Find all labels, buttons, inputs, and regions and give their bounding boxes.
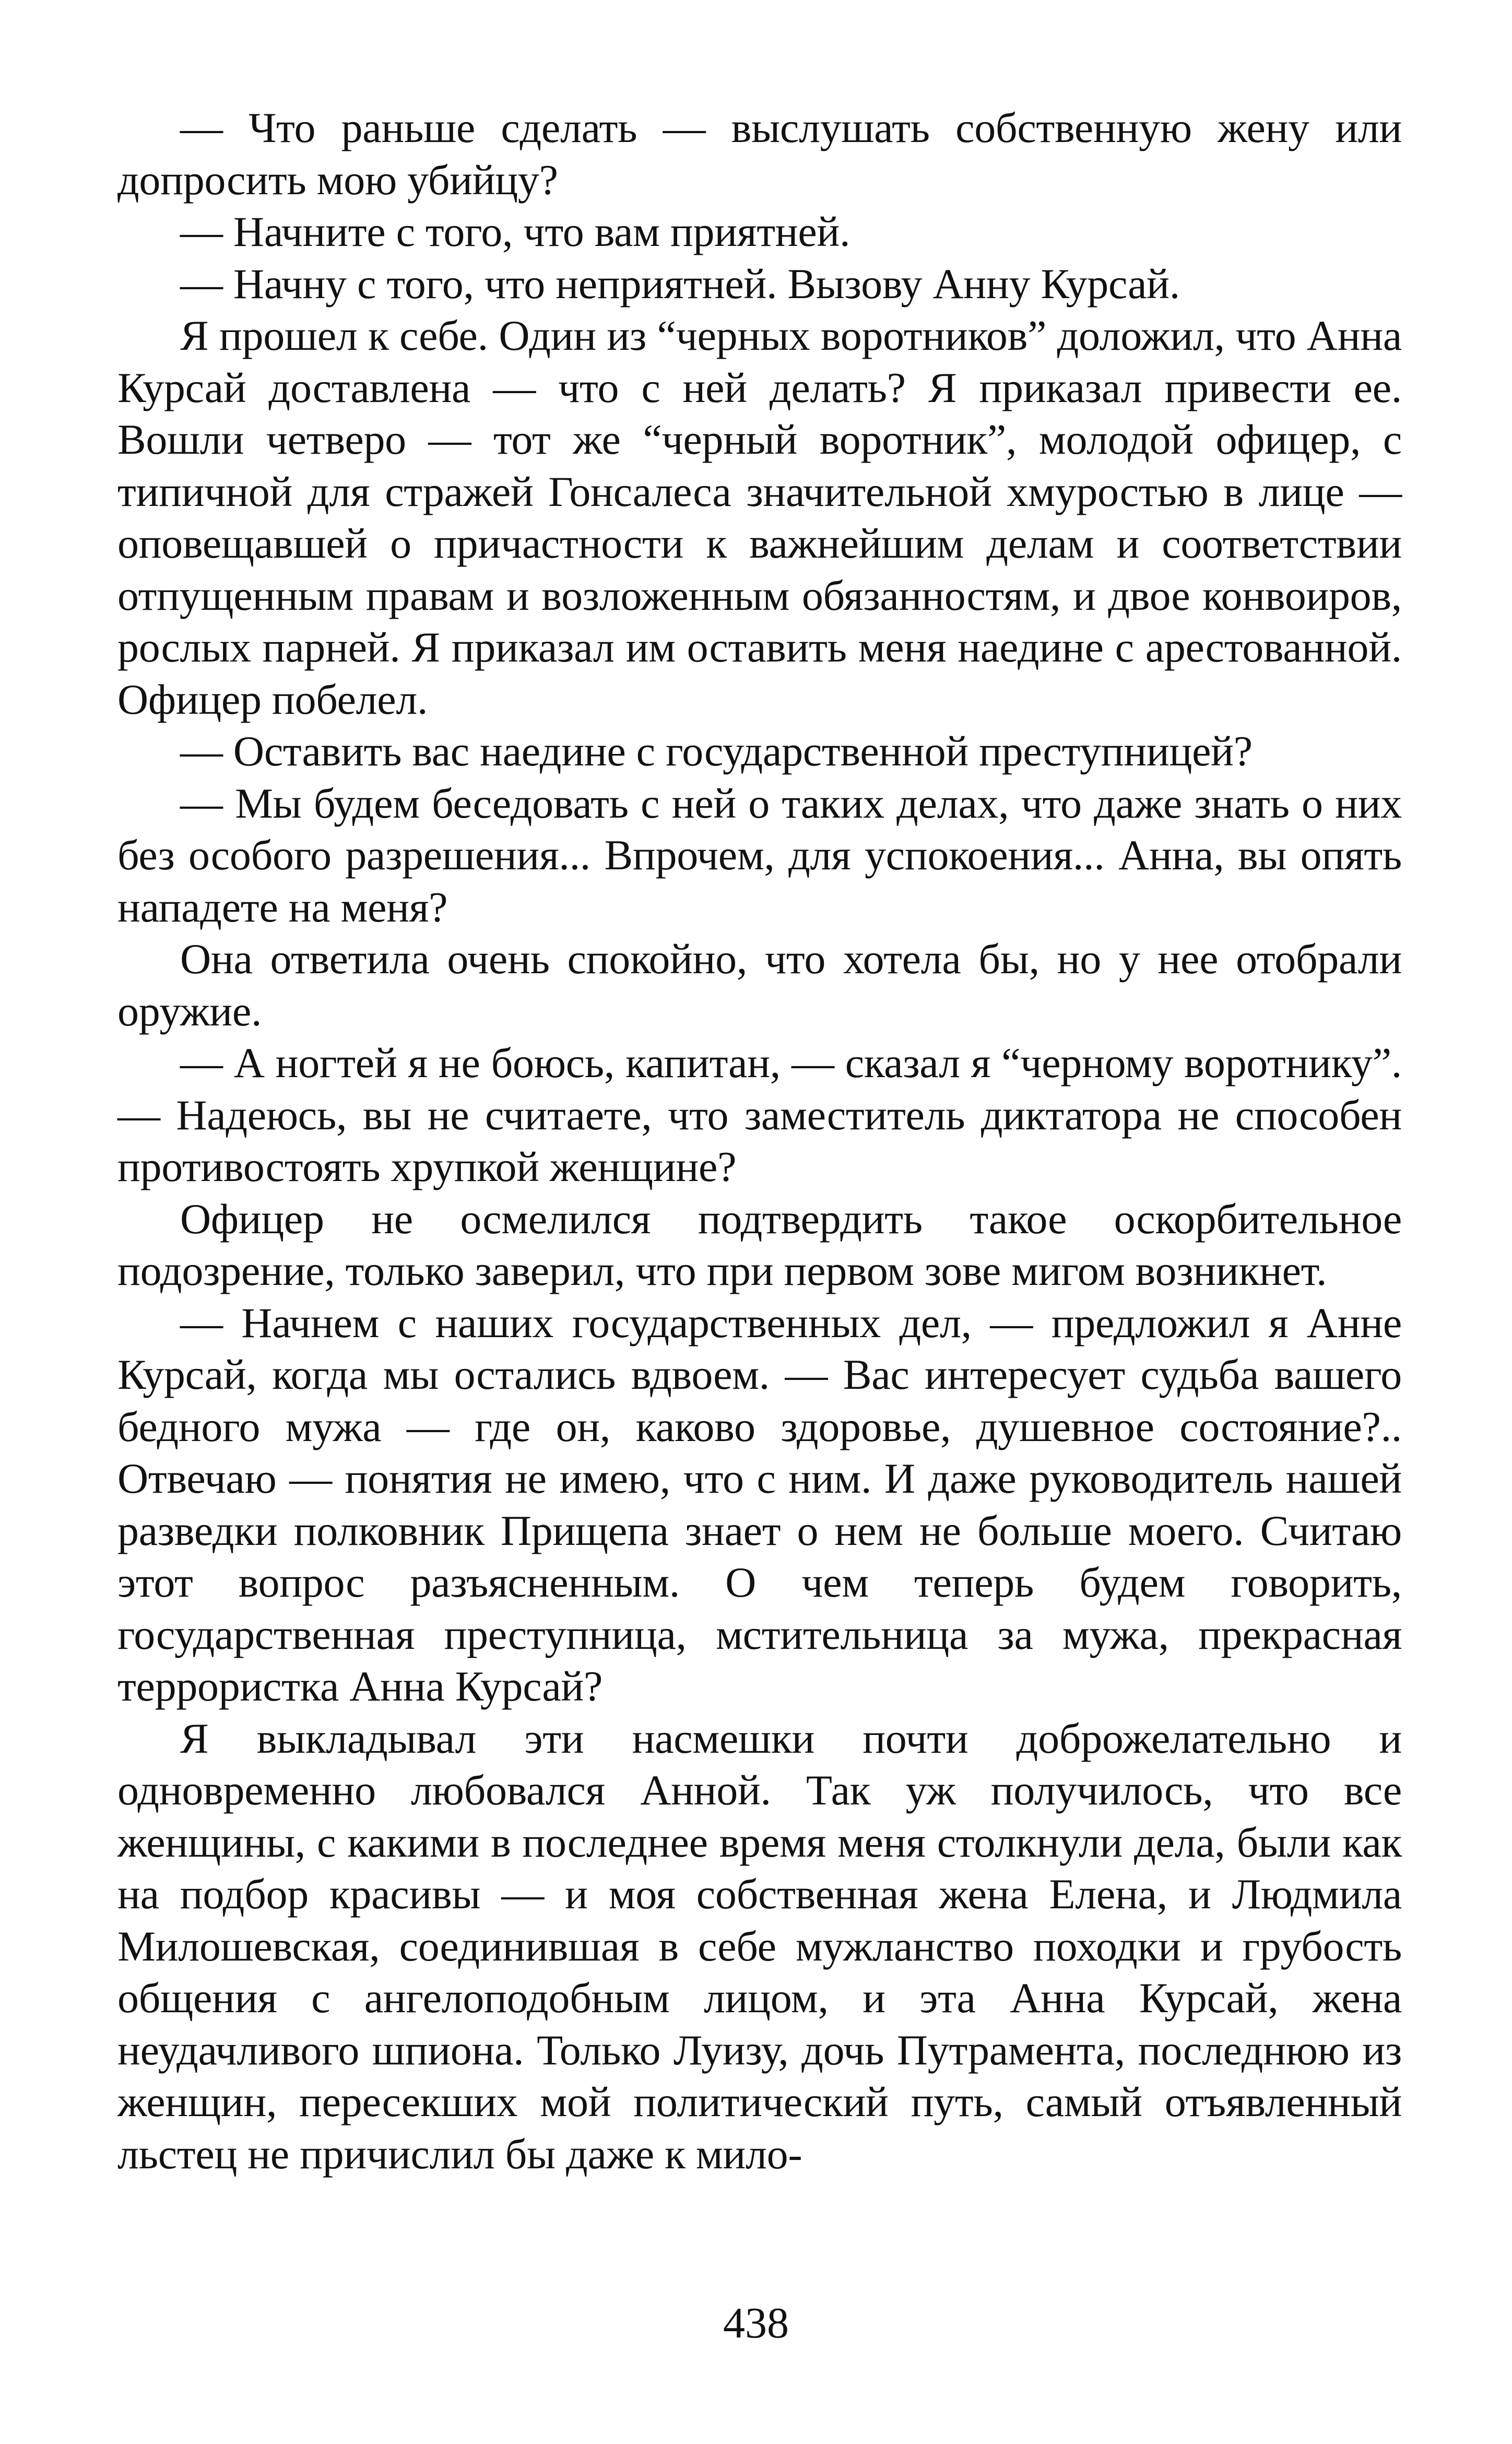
book-page-text [117, 102, 1402, 2180]
paragraph-11: Я выкладывал эти насмешки почти доброжелательно и одновременно любовался Анной. Так уж получилось, что все женщины, с какими в последнее время меня столкнули дела, были как на подбор красивы — и моя собственная жена Елена, и Людмила Милошевская, соединившая в себе мужланство походки и грубость общения с ангелоподобным лицом, и эта Анна Курсай, жена неудачливого шпиона. Только Луизу, дочь Путрамента, последнюю из женщин, пересекших мой политический путь, самый отъявленный льстец не причислил бы даже к мило- [117, 1714, 1402, 2178]
paragraph-9: Офицер не осмелился подтвердить такое оскорбительное подозрение, только заверил, что при первом зове мигом возникнет. [117, 1195, 1402, 1294]
page-number: 438 [723, 2299, 789, 2347]
paragraph-10: — Начнем с наших государственных дел, — предложил я Анне Курсай, когда мы остались вдвоем. — Вас интересует судьба вашего бедного мужа — где он, каково здоровье, душевное состояние?.. Отвечаю — понятия не имею, что с ним. И даже руководитель нашей разведки полковник Прищепа знает о нем не больше моего. Считаю этот вопрос разъясненным. О чем теперь будем говорить, государственная преступница, мстительница за мужа, прекрасная террористка Анна Курсай? [117, 1298, 1402, 1710]
paragraph-2: — Начните с того, что вам приятней. [180, 208, 851, 255]
paragraph-5: — Оставить вас наедине с государственной преступницей? [180, 727, 1253, 775]
paragraph-1: — Что раньше сделать — выслушать собственную жену или допросить мою убийцу? [117, 104, 1402, 204]
paragraph-7: Она ответила очень спокойно, что хотела бы, но у нее отобрали оружие. [117, 935, 1402, 1035]
paragraph-8: — А ногтей я не боюсь, капитан, — сказал я “черному воротнику”. — Надеюсь, вы не считаете, что заместитель диктатора не способен противостоять хрупкой женщине? [117, 1039, 1402, 1190]
paragraph-4: Я прошел к себе. Один из “черных воротников” доложил, что Анна Курсай доставлена — что с ней делать? Я приказал привести ее. Вошли четверо — тот же “черный воротник”, молодой офицер, с типичной для стражей Гонсалеса значительной хмуростью в лице — оповещавшей о причастности к важнейшим делам и соответствии отпущенным правам и возложенным обязанностям, и двое конвоиров, рослых парней. Я приказал им оставить меня наедине с арестованной. Офицер побелел. [117, 312, 1402, 723]
paragraph-6: — Мы будем беседовать с ней о таких делах, что даже знать о них без особого разрешения... Впрочем, для успокоения... Анна, вы опять нападете на меня? [117, 779, 1402, 931]
paragraph-3: — Начну с того, что неприятней. Вызову Анну Курсай. [180, 259, 1180, 308]
